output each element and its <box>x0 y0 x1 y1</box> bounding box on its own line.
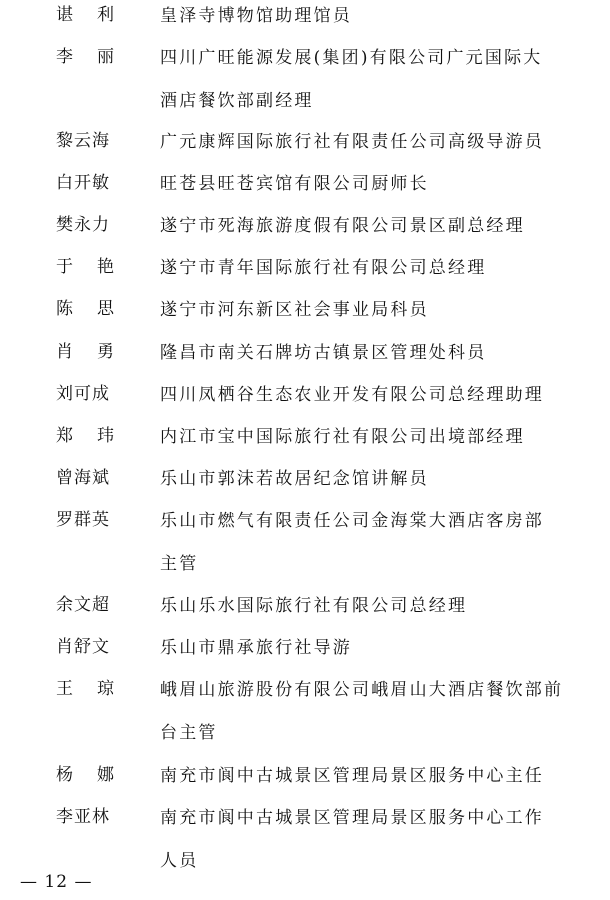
person-affiliation: 四川凤栖谷生态农业开发有限公司总经理助理 <box>160 385 544 405</box>
person-name: 陈 思 <box>56 299 114 319</box>
person-affiliation: 皇泽寺博物馆助理馆员 <box>160 6 352 26</box>
person-affiliation: 遂宁市河东新区社会事业局科员 <box>160 300 429 320</box>
person-name: 于 艳 <box>56 257 114 277</box>
person-name: 谌 利 <box>56 5 114 25</box>
person-affiliation: 峨眉山旅游股份有限公司峨眉山大酒店餐饮部前 台主管 <box>160 680 564 743</box>
person-name: 肖 勇 <box>56 342 114 362</box>
person-affiliation: 乐山市鼎承旅行社导游 <box>160 638 352 658</box>
person-name: 李 丽 <box>56 47 114 67</box>
person-name: 刘可成 <box>56 384 110 404</box>
person-name: 杨 娜 <box>56 765 114 785</box>
person-affiliation: 南充市阆中古城景区管理局景区服务中心主任 <box>160 766 544 786</box>
person-affiliation: 隆昌市南关石牌坊古镇景区管理处科员 <box>160 343 487 363</box>
page-number: — 12 — <box>20 872 93 892</box>
person-name: 郑 玮 <box>56 426 114 446</box>
person-name: 王 琼 <box>56 679 114 699</box>
person-name: 罗群英 <box>56 510 110 530</box>
person-name: 余文超 <box>56 595 110 615</box>
person-name: 黎云海 <box>56 131 110 151</box>
person-affiliation: 广元康辉国际旅行社有限责任公司高级导游员 <box>160 132 544 152</box>
person-affiliation: 南充市阆中古城景区管理局景区服务中心工作 人员 <box>160 808 544 871</box>
person-name: 李亚林 <box>56 807 110 827</box>
person-affiliation: 旺苍县旺苍宾馆有限公司厨师长 <box>160 174 429 194</box>
person-affiliation: 遂宁市青年国际旅行社有限公司总经理 <box>160 258 487 278</box>
person-name: 肖舒文 <box>56 637 110 657</box>
person-affiliation: 四川广旺能源发展(集团)有限公司广元国际大 酒店餐饮部副经理 <box>160 48 543 111</box>
person-affiliation: 乐山乐水国际旅行社有限公司总经理 <box>160 596 468 616</box>
person-name: 樊永力 <box>56 215 110 235</box>
person-affiliation: 乐山市郭沫若故居纪念馆讲解员 <box>160 469 429 489</box>
person-affiliation: 内江市宝中国际旅行社有限公司出境部经理 <box>160 427 525 447</box>
person-affiliation: 乐山市燃气有限责任公司金海棠大酒店客房部 主管 <box>160 511 544 574</box>
person-name: 白开敏 <box>56 173 110 193</box>
person-name: 曾海斌 <box>56 468 110 488</box>
person-affiliation: 遂宁市死海旅游度假有限公司景区副总经理 <box>160 216 525 236</box>
